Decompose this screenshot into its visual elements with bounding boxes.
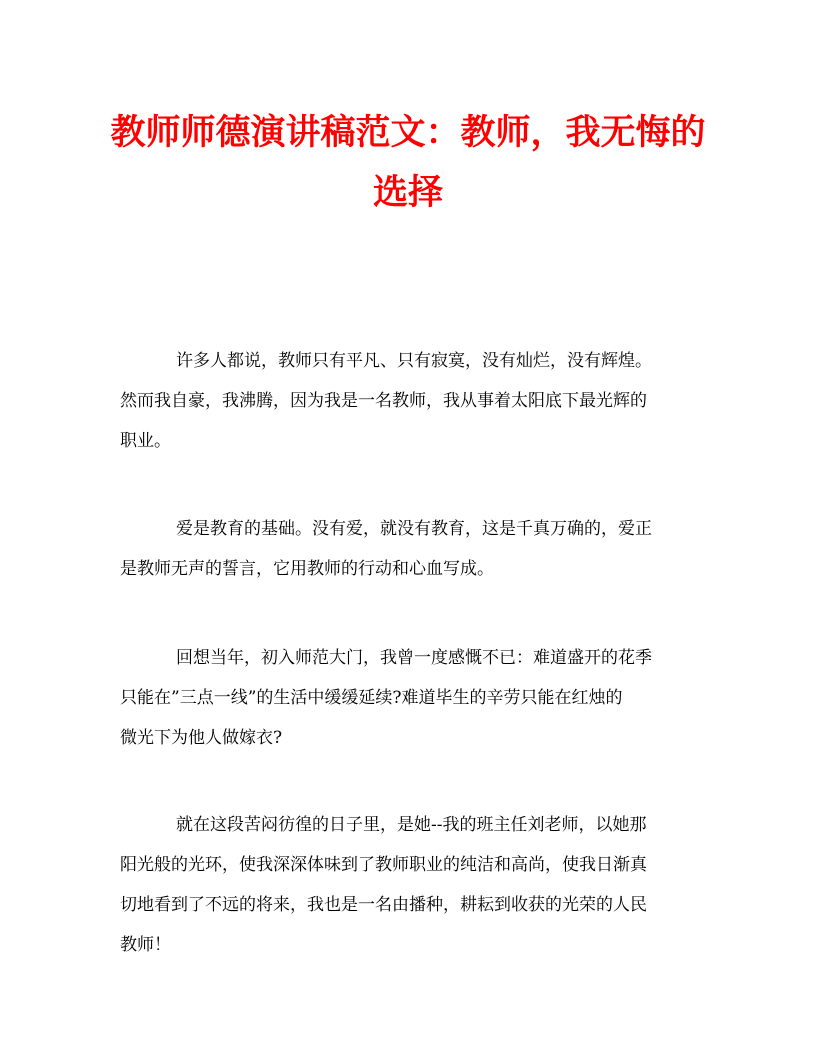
page-title-line-1: 教师师德演讲稿范文：教师，我无悔的 [110,112,706,153]
paragraph-line: 然而我自豪，我沸腾，因为我是一名教师，我从事着太阳底下最光辉的 [120,391,647,411]
paragraph-line: 是教师无声的誓言，它用教师的行动和心血写成。 [120,559,494,579]
paragraph-4 [120,805,700,965]
paragraph-line: 许多人都说，教师只有平凡、只有寂寞，没有灿烂，没有辉煌。 [176,351,652,371]
paragraph-2 [120,509,700,589]
paragraph-line: 微光下为他人做嫁衣? [120,728,283,748]
paragraph-line: 爱是教育的基础。没有爱，就没有教育，这是千真万确的，爱正 [176,519,652,539]
paragraph-3 [120,638,700,758]
paragraph-line: 就在这段苦闷彷徨的日子里，是她--我的班主任刘老师，以她那 [176,815,647,835]
page-title-line-2: 选择 [372,172,443,213]
paragraph-line: 回想当年，初入师范大门，我曾一度感慨不已：难道盛开的花季 [176,648,652,668]
paragraph-line: 阳光般的光环，使我深深体味到了教师职业的纯洁和高尚，使我日渐真 [120,855,647,875]
paragraph-line: 切地看到了不远的将来，我也是一名由播种，耕耘到收获的光荣的人民 [120,895,647,915]
paragraph-1 [120,341,700,461]
paragraph-line: 只能在”三点一线”的生活中缓缓延续?难道毕生的辛劳只能在红烛的 [120,688,623,708]
paragraph-line: 职业。 [120,431,171,451]
paragraph-line: 教师！ [120,935,171,955]
